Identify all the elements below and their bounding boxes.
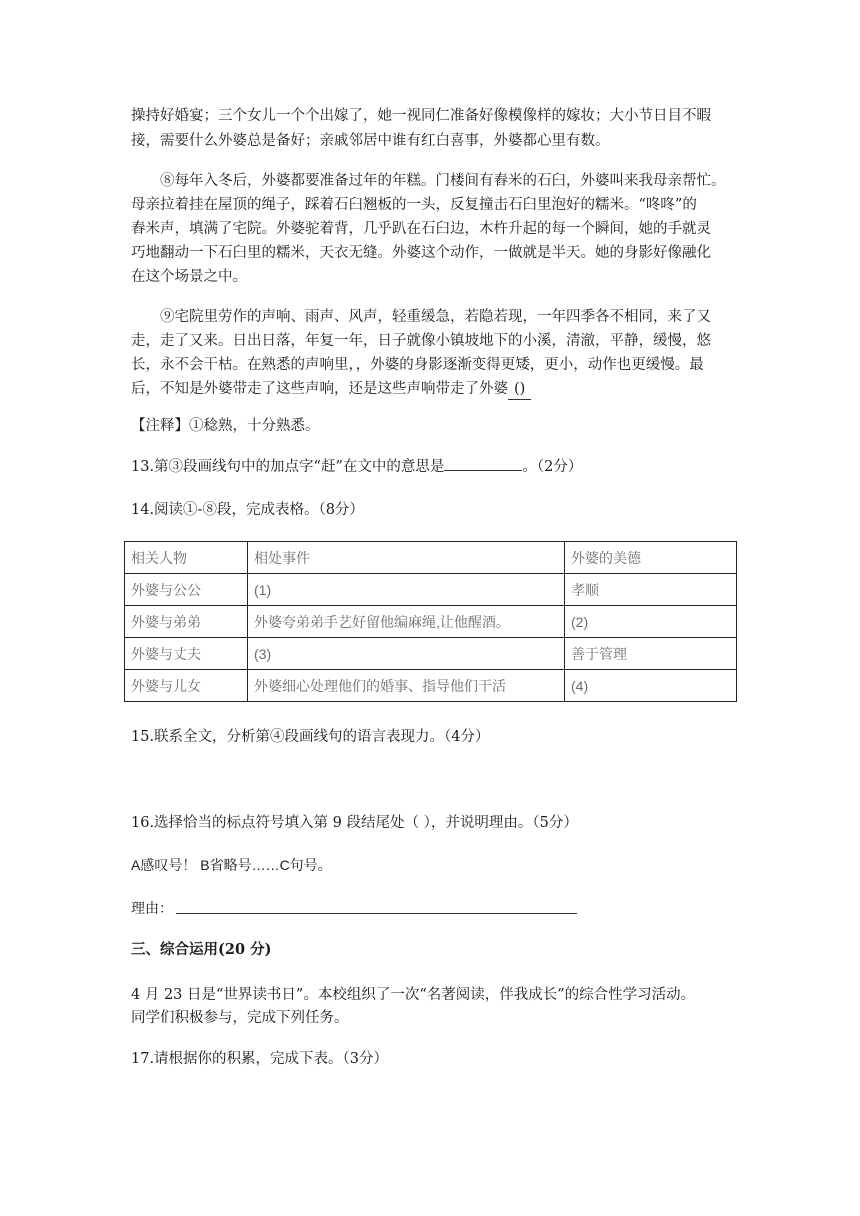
passage-line: 操持好婚宴；三个女儿一个个出嫁了，她一视同仁准备好像模像样的嫁妆；大小节日目不暇 (131, 108, 711, 124)
table-cell: 外婆与丈夫 (125, 638, 248, 670)
table-row (125, 606, 737, 638)
table-cell: 善于管理 (565, 638, 737, 670)
question-13 (131, 456, 582, 477)
table-cell[interactable]: (1) (248, 574, 565, 606)
passage-line: 长，永不会干枯。在熟悉的声响里，，外婆的身影逐渐变得更矮，更小，动作也更缓慢。最 (131, 357, 704, 373)
section-heading: 三、综合运用(20 分) (131, 941, 272, 958)
answer-blank: () (508, 379, 531, 400)
answer-blank[interactable] (444, 456, 522, 471)
answer-options: A感叹号！ B省略号……C句号。 (131, 857, 332, 873)
virtue-table (124, 541, 737, 702)
question-14: 14.阅读①-⑧段，完成表格。（8分） (131, 502, 364, 518)
table-header-cell: 相关人物 (125, 542, 248, 574)
table-cell[interactable]: (2) (565, 606, 737, 638)
table-header-row (125, 542, 737, 574)
passage-line: ⑧每年入冬后，外婆都要准备过年的年糕。门楼间有舂米的石臼，外婆叫来我母亲帮忙。 (160, 173, 726, 189)
table-cell: 外婆细心处理他们的婚事、指导他们干活 (248, 670, 565, 702)
table-row (125, 670, 737, 702)
question-score: 。（2分） (522, 459, 583, 475)
question-17: 17.请根据你的积累，完成下表。（3分） (131, 1051, 389, 1067)
footnote: 【注释】①稔熟，十分熟悉。 (131, 418, 320, 434)
intro-line: 4 月 23 日是“世界读书日”。本校组织了一次“名著阅读，伴我成长”的综合性学习活动。 (131, 987, 696, 1003)
passage-line: 接，需要什么外婆总是备好；亲戚邻居中谁有红白喜事，外婆都心里有数。 (131, 133, 610, 149)
passage-line: 走，走了又来。日出日落，年复一年，日子就像小镇坡地下的小溪，清澈，平静，缓慢，悠 (131, 333, 711, 349)
passage-line: 在这个场景之中。 (131, 269, 247, 285)
intro-line: 同学们积极参与，完成下列任务。 (131, 1010, 349, 1026)
question-16: 16.选择恰当的标点符号填入第 9 段结尾处（ ），并说明理由。（5分） (131, 815, 578, 831)
passage-line: ⑨宅院里劳作的声响、雨声、风声，轻重缓急，若隐若现，一年四季各不相同，来了又 (160, 309, 711, 325)
passage-line: 巧地翻动一下石臼里的糯米，天衣无缝。外婆这个动作，一做就是半天。她的身影好像融化 (131, 245, 711, 261)
reason-label: 理由： (131, 900, 173, 916)
table-header-cell: 相处事件 (248, 542, 565, 574)
table-cell: 孝顺 (565, 574, 737, 606)
passage-line: 母亲拉着挂在屋顶的绳子，踩着石臼翘板的一头，反复撞击石臼里泡好的糯米。“咚咚”的 (131, 197, 697, 213)
passage-line: 舂米声，填满了宅院。外婆驼着背，几乎趴在石臼边，木杵升起的每一个瞬间，她的手就灵 (131, 221, 711, 237)
passage-line (131, 379, 531, 400)
question-15: 15.联系全文，分析第④段画线句的语言表现力。（4分） (131, 729, 490, 745)
table-cell: 外婆与儿女 (125, 670, 248, 702)
question-text: 13.第③段画线句中的加点字“赶”在文中的意思是 (131, 459, 445, 475)
table-cell[interactable]: (3) (248, 638, 565, 670)
table-row (125, 638, 737, 670)
table-cell: 外婆夸弟弟手艺好留他编麻绳,让他醒酒。 (248, 606, 565, 638)
table-row (125, 574, 737, 606)
table-cell: 外婆与弟弟 (125, 606, 248, 638)
table-cell: 外婆与公公 (125, 574, 248, 606)
table-header-cell: 外婆的美德 (565, 542, 737, 574)
reason-answer-line[interactable] (176, 913, 577, 914)
table-cell[interactable]: (4) (565, 670, 737, 702)
passage-text: 后，不知是外婆带走了这些声响，还是这些声响带走了外婆 (131, 381, 508, 397)
